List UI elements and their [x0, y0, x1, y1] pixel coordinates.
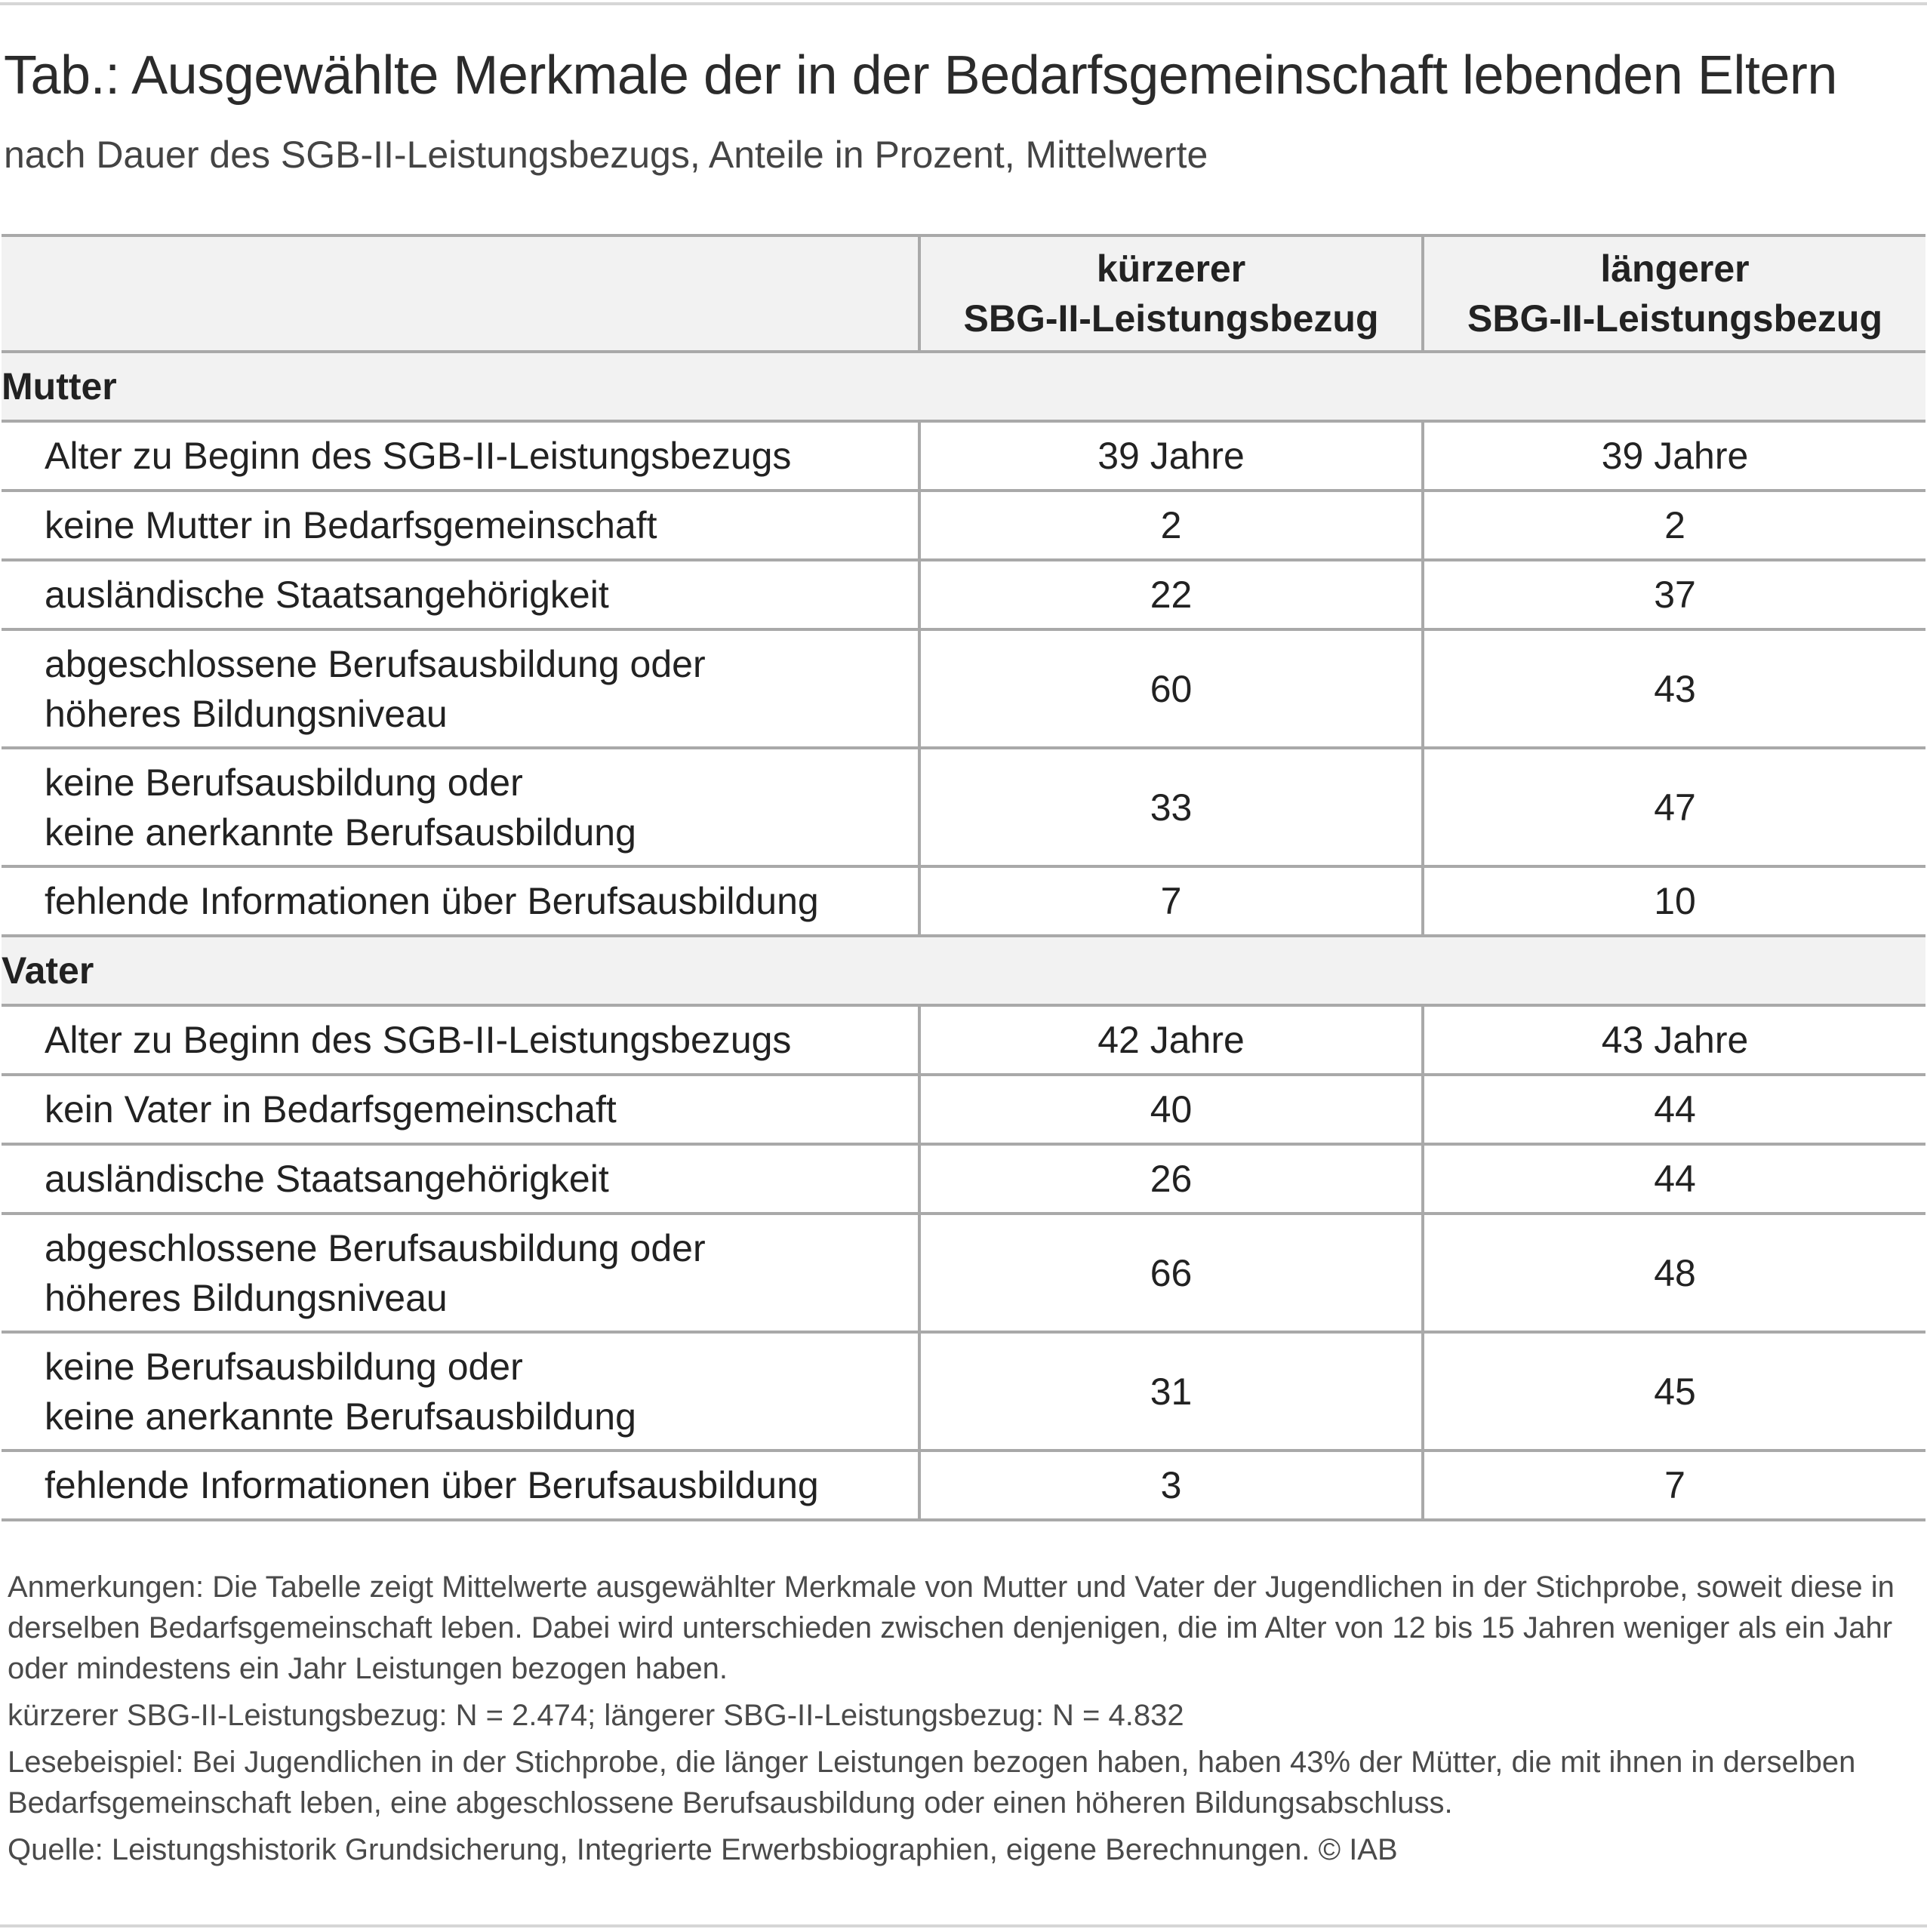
header-long-duration — [1423, 235, 1925, 352]
section-row-vater — [2, 936, 1925, 1005]
row-label — [2, 629, 919, 748]
row-value-long: 43 Jahre — [1423, 1005, 1925, 1075]
row-label-line1: keine Berufsausbildung oder — [45, 761, 523, 804]
row-value-long: 37 — [1423, 560, 1925, 629]
row-value-long: 10 — [1423, 866, 1925, 936]
row-value-short: 42 Jahre — [919, 1005, 1423, 1075]
row-label: kein Vater in Bedarfsgemeinschaft — [2, 1075, 919, 1144]
row-value-long: 44 — [1423, 1075, 1925, 1144]
data-table — [2, 234, 1925, 1521]
header-short-line1: kürzerer — [1096, 248, 1246, 290]
section-title: Vater — [2, 936, 1925, 1005]
table-row — [2, 560, 1925, 629]
row-label-line2: höheres Bildungsniveau — [45, 692, 448, 735]
table-row — [2, 1451, 1925, 1520]
row-value-long: 39 Jahre — [1423, 421, 1925, 491]
bottom-rule — [0, 1924, 1927, 1927]
row-value-long: 44 — [1423, 1144, 1925, 1214]
row-value-short: 3 — [919, 1451, 1423, 1520]
row-label-line1: keine Berufsausbildung oder — [45, 1345, 523, 1388]
row-value-short: 39 Jahre — [919, 421, 1423, 491]
table-row — [2, 1144, 1925, 1214]
notes-block — [8, 1567, 1917, 1876]
table-row — [2, 748, 1925, 866]
row-label: keine Mutter in Bedarfsgemeinschaft — [2, 491, 919, 560]
header-short-duration — [919, 235, 1423, 352]
row-label: Alter zu Beginn des SGB-II-Leistungsbezugs — [2, 421, 919, 491]
header-empty-cell — [2, 235, 919, 352]
header-short-line2: SBG-II-Leistungsbezug — [963, 297, 1379, 340]
table-row — [2, 1332, 1925, 1451]
header-row — [2, 235, 1925, 352]
top-rule — [0, 2, 1927, 5]
row-label: fehlende Informationen über Berufsausbildung — [2, 1451, 919, 1520]
row-value-long: 47 — [1423, 748, 1925, 866]
section-title: Mutter — [2, 352, 1925, 421]
row-value-short: 40 — [919, 1075, 1423, 1144]
row-label: ausländische Staatsangehörigkeit — [2, 1144, 919, 1214]
row-value-long: 45 — [1423, 1332, 1925, 1451]
row-value-short: 31 — [919, 1332, 1423, 1451]
row-label — [2, 1332, 919, 1451]
table-subtitle: nach Dauer des SGB-II-Leistungsbezugs, Anteile in Prozent, Mittelwerte — [4, 134, 1208, 176]
row-label: Alter zu Beginn des SGB-II-Leistungsbezugs — [2, 1005, 919, 1075]
row-value-short: 2 — [919, 491, 1423, 560]
table-row — [2, 1005, 1925, 1075]
section-row-mutter — [2, 352, 1925, 421]
table-row — [2, 491, 1925, 560]
row-label-line2: keine anerkannte Berufsausbildung — [45, 811, 636, 854]
row-label-line2: höheres Bildungsniveau — [45, 1276, 448, 1319]
row-value-short: 26 — [919, 1144, 1423, 1214]
row-value-short: 22 — [919, 560, 1423, 629]
row-value-short: 60 — [919, 629, 1423, 748]
row-label-line1: abgeschlossene Berufsausbildung oder — [45, 1226, 706, 1269]
row-label — [2, 748, 919, 866]
row-value-short: 7 — [919, 866, 1423, 936]
table-row — [2, 866, 1925, 936]
row-value-long: 7 — [1423, 1451, 1925, 1520]
header-long-line2: SBG-II-Leistungsbezug — [1467, 297, 1882, 340]
row-label-line1: abgeschlossene Berufsausbildung oder — [45, 642, 706, 685]
row-label: fehlende Informationen über Berufsausbildung — [2, 866, 919, 936]
table-row — [2, 1075, 1925, 1144]
table-title: Tab.: Ausgewählte Merkmale der in der Bedarfsgemeinschaft lebenden Eltern — [4, 45, 1837, 106]
row-value-long: 2 — [1423, 491, 1925, 560]
row-value-short: 66 — [919, 1214, 1423, 1332]
row-value-long: 48 — [1423, 1214, 1925, 1332]
note-sample-size: kürzerer SBG-II-Leistungsbezug: N = 2.474; längerer SBG-II-Leistungsbezug: N = 4.832 — [8, 1699, 1184, 1732]
row-label: ausländische Staatsangehörigkeit — [2, 560, 919, 629]
note-reading-example: Lesebeispiel: Bei Jugendlichen in der Stichprobe, die länger Leistungen bezogen haben, haben 43% der Mütter, die mit ihnen in derselben Bedarfsgemeinschaft leben, eine abgeschlossene Berufsausbildung oder einen höheren Bildungsabschluss. — [8, 1746, 1856, 1820]
table-row — [2, 1214, 1925, 1332]
row-value-long: 43 — [1423, 629, 1925, 748]
table-row — [2, 629, 1925, 748]
header-long-line1: längerer — [1600, 248, 1750, 290]
row-label — [2, 1214, 919, 1332]
note-source: Quelle: Leistungshistorik Grundsicherung, Integrierte Erwerbsbiographien, eigene Berechnungen. © IAB — [8, 1833, 1398, 1866]
row-label-line2: keine anerkannte Berufsausbildung — [45, 1395, 636, 1438]
table-row — [2, 421, 1925, 491]
note-remarks: Anmerkungen: Die Tabelle zeigt Mittelwerte ausgewählter Merkmale von Mutter und Vater der Jugendlichen in der Stichprobe, soweit diese in derselben Bedarfsgemeinschaft leben. Dabei wird unterschieden zwischen denjenigen, die im Alter von 12 bis 15 Jahren weniger als ein Jahr oder mindestens ein Jahr Leistungen bezogen haben. — [8, 1571, 1895, 1685]
row-value-short: 33 — [919, 748, 1423, 866]
